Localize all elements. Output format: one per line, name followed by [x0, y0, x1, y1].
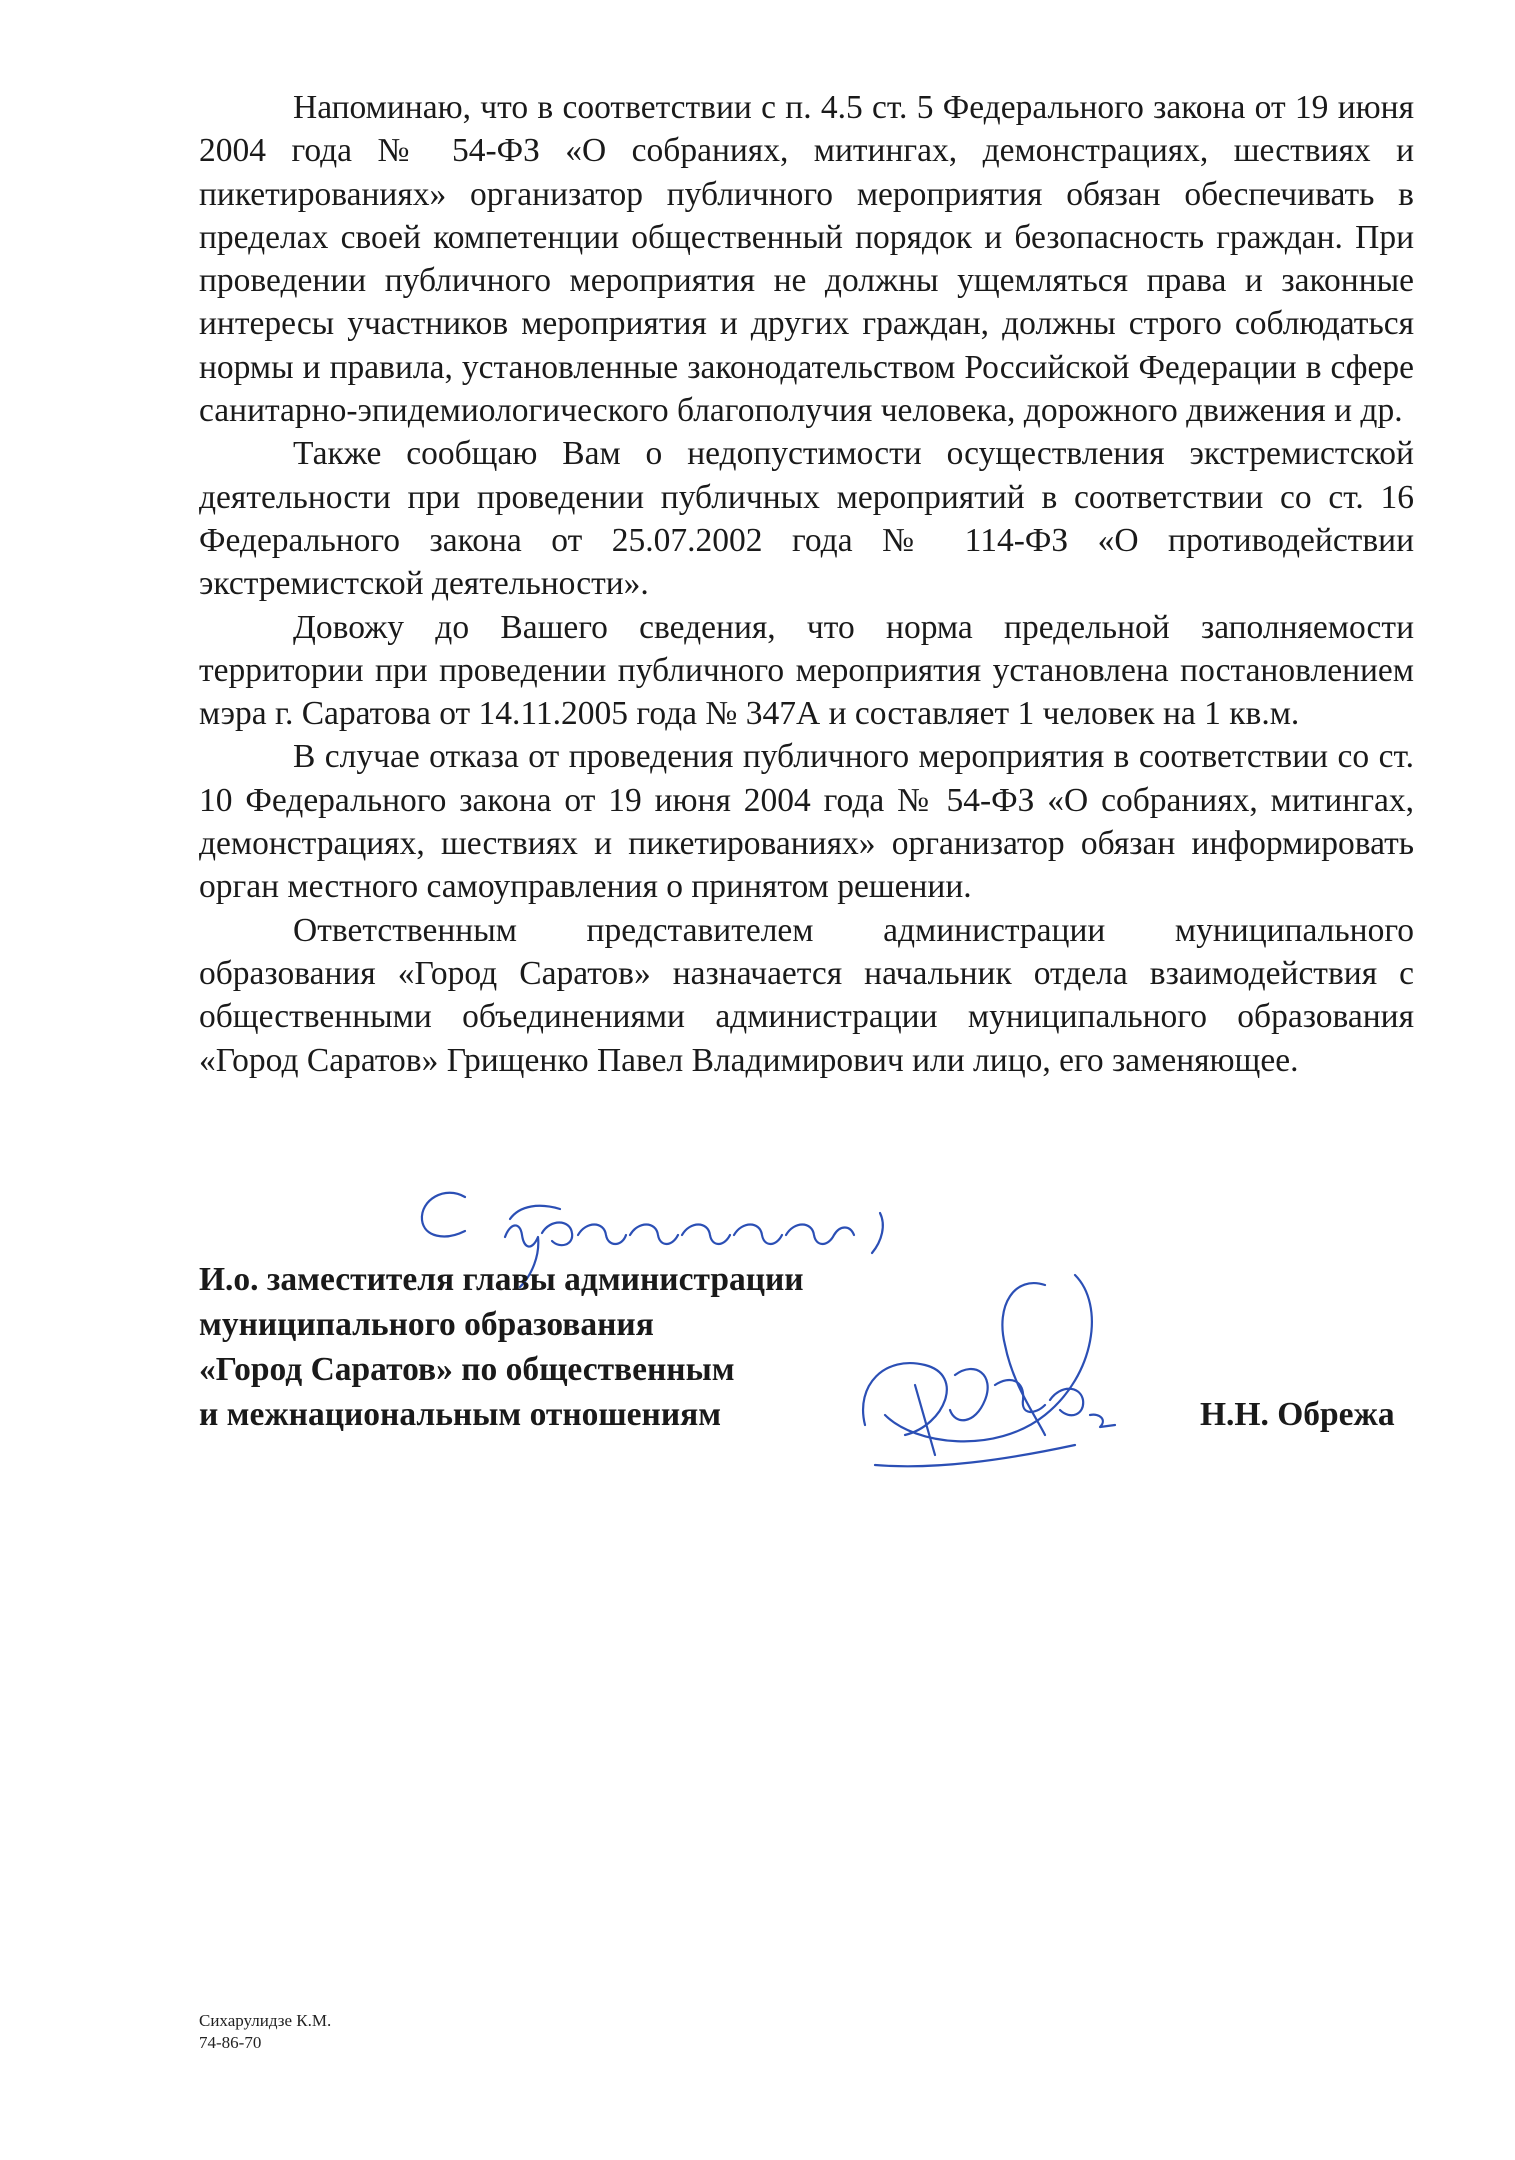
executor-footer — [199, 2010, 331, 2054]
paragraph-public-order: Напоминаю, что в соответствии с п. 4.5 ст. 5 Федерального закона от 19 июня 2004 года № 54-ФЗ «О собраниях, митингах, демонстрациях, шествиях и пикетированиях» организатор публичного мероприятия обязан обеспечивать в пределах своей компетенции общественный порядок и безопасность граждан. При проведении публичного мероприятия не должны ущемляться права и законные интересы участников мероприятия и других граждан, должны строго соблюдаться нормы и правила, установленные законодательством Российской Федерации в сфере санитарно-эпидемиологического благополучия человека, дорожного движения и др. — [199, 89, 1414, 430]
paragraph-refusal-notice: В случае отказа от проведения публичного мероприятия в соответствии со ст. 10 Федерального закона от 19 июня 2004 года № 54-ФЗ «О собраниях, митингах, демонстрациях, шествиях и пикетированиях» организатор обязан информировать орган местного самоуправления о принятом решении. — [199, 738, 1414, 906]
executor-name: Сихарулидзе К.М. — [199, 2011, 332, 2030]
handwritten-signature — [845, 1265, 1175, 1495]
paragraph-extremism: Также сообщаю Вам о недопустимости осуществления экстремистской деятельности при проведении публичных мероприятий в соответствии со ст. 16 Федерального закона от 25.07.2002 года № 114-ФЗ «О противодействии экстремистской деятельности». — [199, 435, 1414, 603]
signatory-title-line: муниципального образования — [199, 1306, 654, 1343]
paragraph-occupancy-norm: Довожу до Вашего сведения, что норма предельной заполняемости территории при проведении публичного мероприятия установлена постановлением мэра г. Саратова от 14.11.2005 года № 347А и составляет 1 человек на 1 кв.м. — [199, 608, 1414, 733]
letter-body — [199, 86, 1414, 1082]
executor-phone: 74-86-70 — [199, 2033, 262, 2052]
signatory-name: Н.Н. Обрежа — [1200, 1396, 1395, 1433]
paragraph-responsible-representative: Ответственным представителем администрации муниципального образования «Город Саратов» назначается начальник отдела взаимодействия с общественными объединениями администрации муниципального образования «Город Саратов» Грищенко Павел Владимирович или лицо, его заменяющее. — [199, 911, 1414, 1079]
signatory-title-line: «Город Саратов» по общественным — [199, 1351, 735, 1388]
signatory-title-line: И.о. заместителя главы администрации — [199, 1261, 804, 1298]
signatory-title-line: и межнациональным отношениям — [199, 1396, 722, 1433]
